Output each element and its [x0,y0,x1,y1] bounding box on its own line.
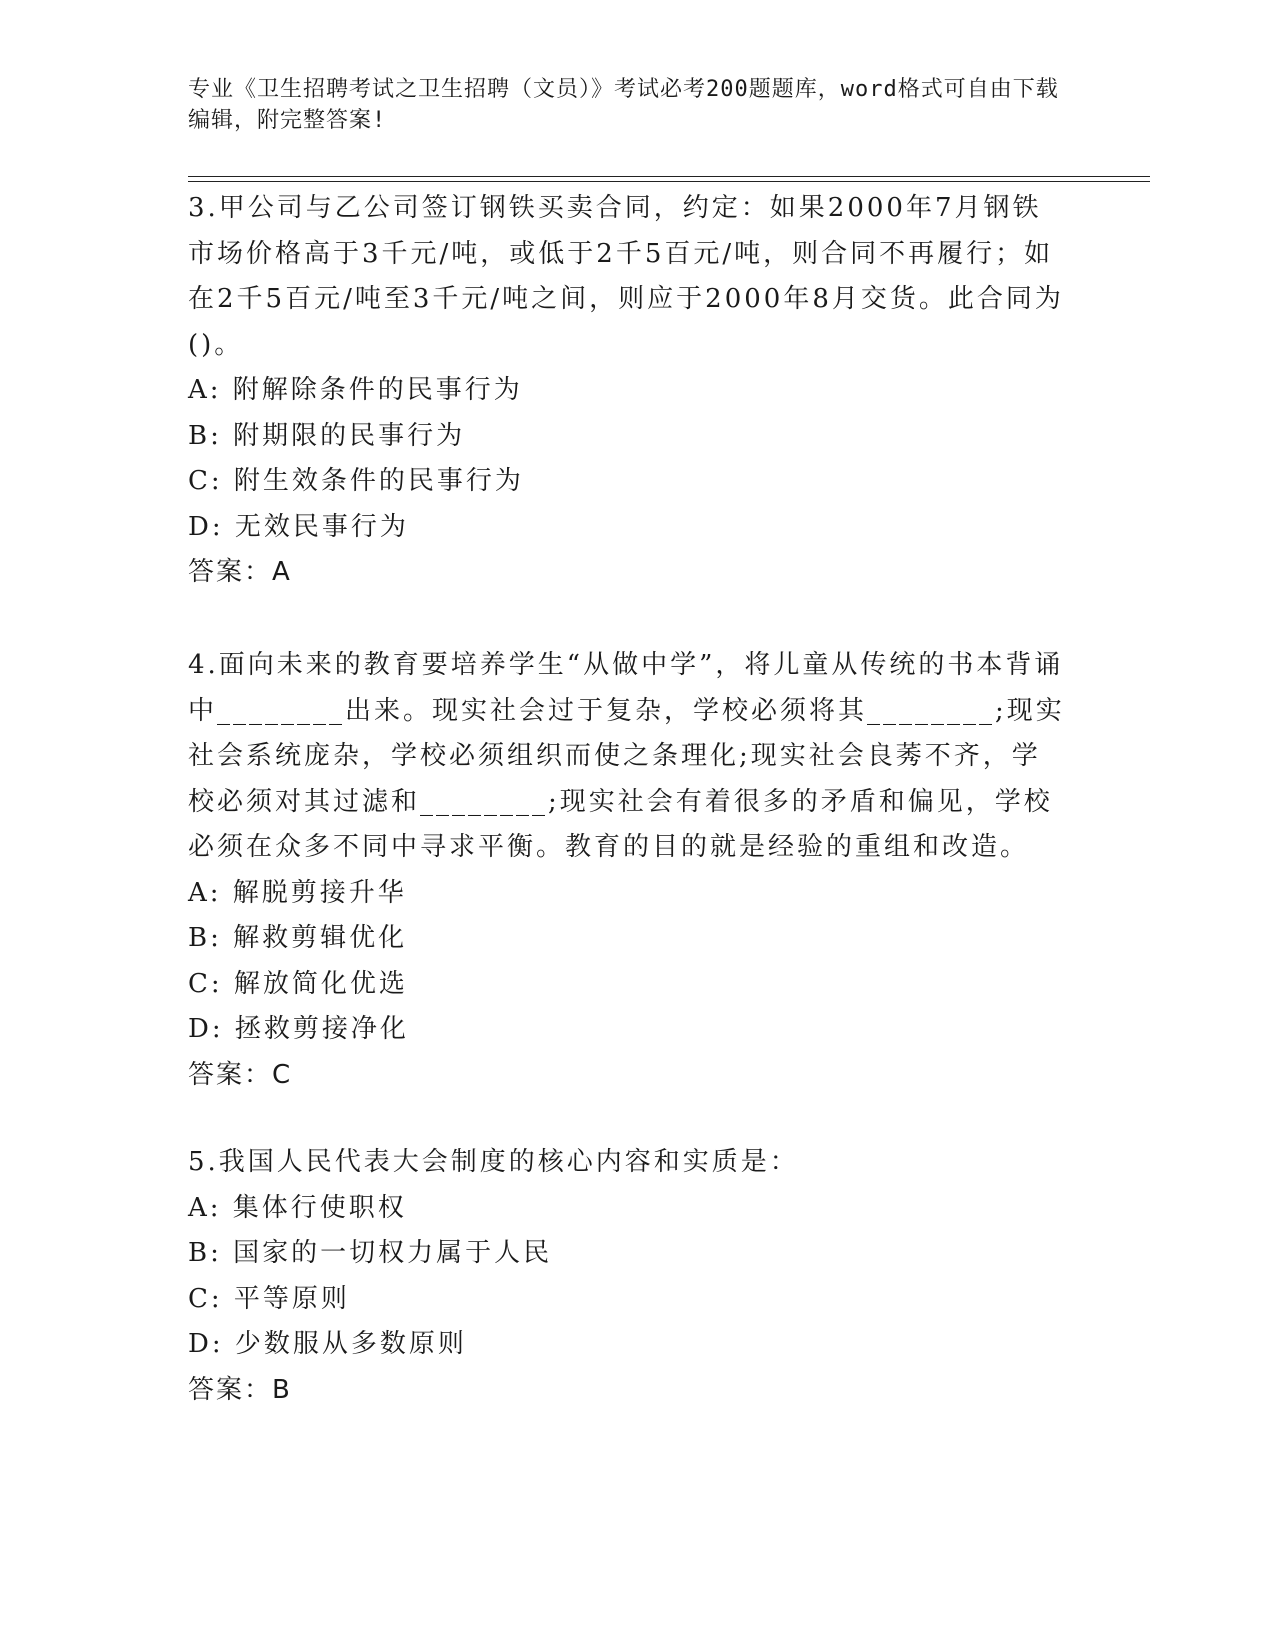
option-b: B: 国家的一切权力属于人民 [188,1238,553,1268]
question-stem: 3.甲公司与乙公司签订钢铁买卖合同，约定：如果2000年7月钢铁市场价格高于3千元/吨，或低于2千5百元/吨，则合同不再履行；如在2千5百元/吨至3千元/吨之间，则应于2000年8月交货。此合同为()。 [188,193,1064,360]
option-d: D: 拯救剪接净化 [188,1014,409,1044]
question-stem: 5.我国人民代表大会制度的核心内容和实质是： [188,1147,799,1177]
header-divider-top [188,176,1150,177]
question-3 [188,186,1068,596]
option-c: C: 附生效条件的民事行为 [188,466,524,496]
question-stem: 4.面向未来的教育要培养学生“从做中学”，将儿童从传统的书本背诵中________出来。现实社会过于复杂，学校必须将其________;现实社会系统庞杂，学校必须组织而使之条理化;现实社会良莠不齐，学校必须对其过滤和________;现实社会有着很多的矛盾和偏见，学校必须在众多不同中寻求平衡。教育的目的就是经验的重组和改造。 [188,650,1065,862]
answer-line: 答案：C [188,1059,293,1090]
header-divider-bottom [188,181,1150,182]
option-a: A: 解脱剪接升华 [188,877,407,908]
option-b: B: 附期限的民事行为 [188,420,466,451]
option-c: C: 解放简化优选 [188,968,408,999]
question-5 [188,1140,1068,1413]
document-header: 专业《卫生招聘考试之卫生招聘（文员）》考试必考200题题库，word格式可自由下载编辑，附完整答案! [188,77,1059,133]
option-a: A: 附解除条件的民事行为 [188,375,523,405]
option-b: B: 解救剪辑优化 [188,923,408,953]
option-a: A: 集体行使职权 [188,1192,407,1223]
answer-line: 答案：B [188,1374,292,1405]
option-d: D: 少数服从多数原则 [188,1329,467,1359]
answer-line: 答案：A [188,557,292,587]
option-d: D: 无效民事行为 [188,511,409,542]
question-4 [188,643,1068,1098]
option-c: C: 平等原则 [188,1283,350,1314]
